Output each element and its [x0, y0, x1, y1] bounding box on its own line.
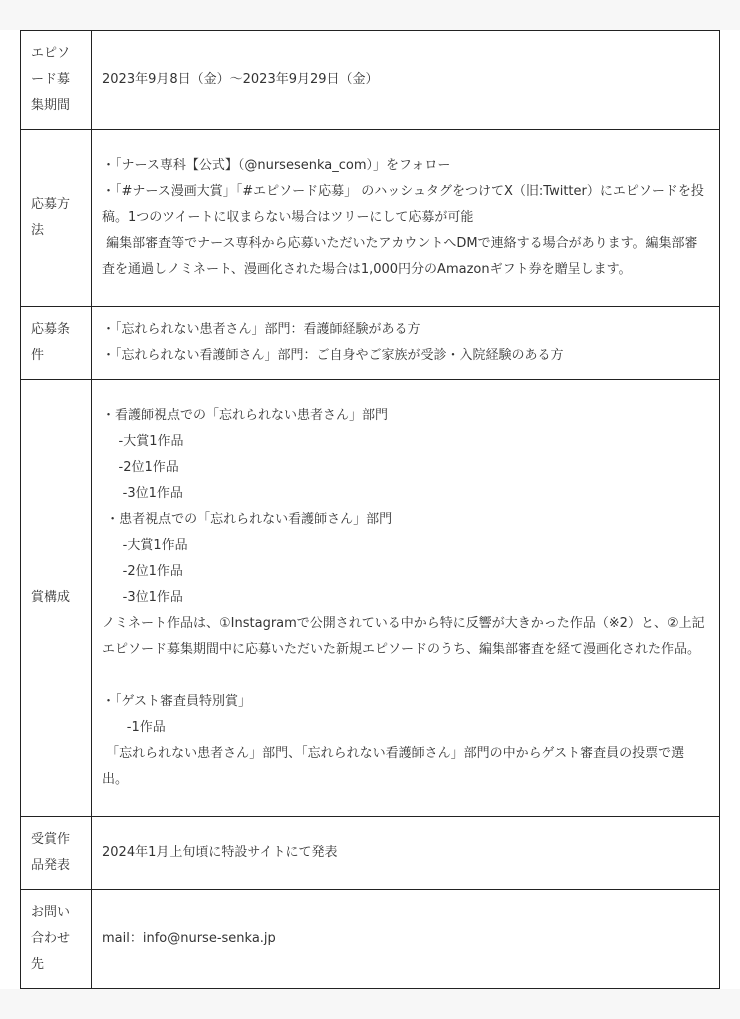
prize-line-3: -2位1作品	[102, 460, 179, 475]
value-contact	[92, 890, 720, 989]
table-row-how-to-apply	[21, 130, 720, 307]
contest-info-table	[20, 30, 720, 989]
prize-line-11: ・「ゲスト審査員特別賞」	[102, 694, 251, 709]
apply-line-1: ・「ナース専科【公式】（@nursesenka_com）」をフォロー	[102, 158, 451, 173]
prize-line-10	[102, 663, 709, 689]
prize-line-13: 「忘れられない患者さん」部門、「忘れられない看護師さん」部門の中からゲスト審査員の投票で選出。	[102, 746, 685, 787]
table-row-contact	[21, 890, 720, 989]
announcement-text: 2024年1月上旬頃に特設サイトにて発表	[102, 845, 338, 860]
period-text: 2023年9月8日（金）〜2023年9月29日（金）	[102, 72, 379, 87]
prize-line-12: -1作品	[102, 720, 166, 735]
condition-line-2: ・「忘れられない看護師さん」部門：ご自身やご家族が受診・入院経験のある方	[102, 348, 564, 363]
condition-line-1: ・「忘れられない患者さん」部門：看護師経験がある方	[102, 322, 421, 337]
label-contact: お問い合わせ先	[21, 890, 92, 989]
value-period	[92, 31, 720, 130]
apply-line-2: ・「#ナース漫画大賞」「#エピソード応募」 のハッシュタグをつけてX（旧:Twitter）にエピソードを投稿。1つのツイートに収まらない場合はツリーにして応募が可能	[102, 184, 704, 225]
top-margin	[0, 0, 740, 30]
prize-line-1: ・看護師視点での「忘れられない患者さん」部門	[102, 408, 389, 423]
prize-line-2: -大賞1作品	[102, 434, 184, 449]
apply-line-3: 編集部審査等でナース専科から応募いただいたアカウントへDMで連絡する場合があります。編集部審査を通過しノミネート、漫画化された場合は1,000円分のAmazonギフト券を贈呈します。	[102, 236, 698, 277]
table-row-conditions	[21, 307, 720, 380]
label-prizes: 賞構成	[21, 380, 92, 817]
prize-line-9: ノミネート作品は、①Instagramで公開されている中から特に反響が大きかった作品（※2）と、②上記エピソード募集期間中に応募いただいた新規エピソードのうち、編集部審査を経て漫画化された作品。	[102, 616, 705, 657]
value-conditions	[92, 307, 720, 380]
prize-line-6: -大賞1作品	[102, 538, 188, 553]
value-announcement	[92, 817, 720, 890]
table-row-announcement	[21, 817, 720, 890]
prize-line-8: -3位1作品	[102, 590, 183, 605]
table-row-period	[21, 31, 720, 130]
prize-line-5: ・患者視点での「忘れられない看護師さん」部門	[102, 512, 393, 527]
label-how-to-apply: 応募方法	[21, 130, 92, 307]
value-prizes	[92, 380, 720, 817]
prize-line-4: -3位1作品	[102, 486, 183, 501]
value-how-to-apply	[92, 130, 720, 307]
label-period: エピソード募集期間	[21, 31, 92, 130]
prize-line-7: -2位1作品	[102, 564, 183, 579]
label-announcement: 受賞作品発表	[21, 817, 92, 890]
table-row-prizes	[21, 380, 720, 817]
contact-text: mail：info@nurse-senka.jp	[102, 931, 276, 946]
label-conditions: 応募条件	[21, 307, 92, 380]
bottom-margin	[0, 989, 740, 1019]
